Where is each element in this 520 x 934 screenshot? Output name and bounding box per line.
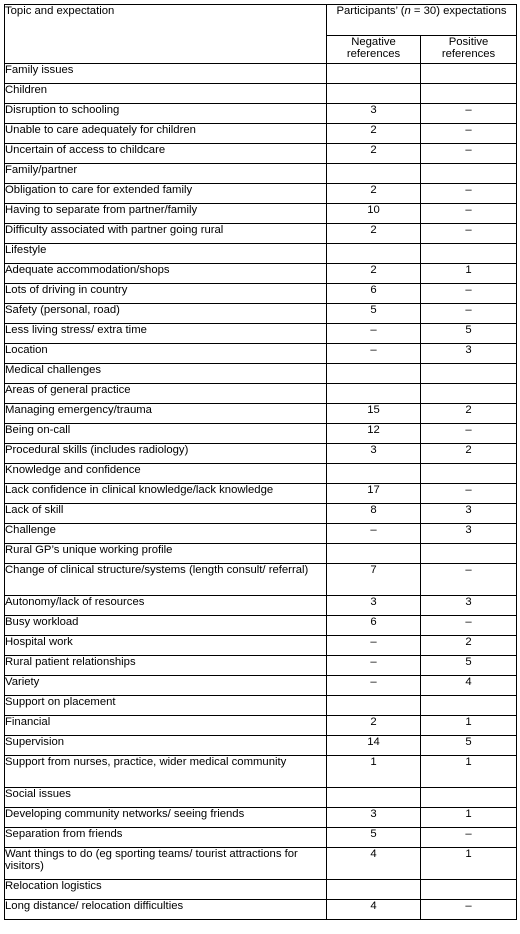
negative-count — [327, 544, 421, 564]
positive-count: 3 — [421, 596, 517, 616]
header-negative: Negative references — [327, 35, 421, 63]
topic-label: Lack of skill — [5, 504, 327, 524]
subsection-row — [5, 324, 517, 344]
negative-count: 17 — [327, 484, 421, 504]
positive-count: – — [421, 144, 517, 164]
topic-label: Lifestyle — [5, 244, 327, 264]
topic-label: Financial — [5, 716, 327, 736]
negative-count — [327, 384, 421, 404]
positive-count — [421, 384, 517, 404]
negative-count: 14 — [327, 736, 421, 756]
table-row — [5, 404, 517, 424]
topic-label: Supervision — [5, 736, 327, 756]
negative-count — [327, 464, 421, 484]
topic-label: Disruption to schooling — [5, 104, 327, 124]
subsection-row — [5, 808, 517, 828]
positive-count: 1 — [421, 756, 517, 788]
positive-count: – — [421, 900, 517, 920]
table-row — [5, 524, 517, 544]
table-row — [5, 124, 517, 144]
topic-label: Busy workload — [5, 616, 327, 636]
topic-label: Having to separate from partner/family — [5, 204, 327, 224]
topic-label: Social issues — [5, 788, 327, 808]
negative-count: – — [327, 344, 421, 364]
header-participants — [327, 5, 517, 36]
topic-label: Adequate accommodation/shops — [5, 264, 327, 284]
negative-count: 4 — [327, 900, 421, 920]
subsection-row — [5, 464, 517, 484]
positive-count: 5 — [421, 324, 517, 344]
positive-count: 2 — [421, 444, 517, 464]
table-row — [5, 184, 517, 204]
topic-label: Uncertain of access to childcare — [5, 144, 327, 164]
table-row — [5, 564, 517, 596]
subsection-row — [5, 164, 517, 184]
subsection-row — [5, 736, 517, 756]
header-group-pre: Participants’ ( — [336, 5, 405, 17]
topic-label: Support on placement — [5, 696, 327, 716]
table-row — [5, 596, 517, 616]
header-group-post: = 30) expectations — [410, 5, 507, 17]
topic-label: Separation from friends — [5, 828, 327, 848]
negative-count: 10 — [327, 204, 421, 224]
negative-count: 2 — [327, 124, 421, 144]
topic-label: Support from nurses, practice, wider medical community — [5, 756, 327, 788]
topic-label: Long distance/ relocation difficulties — [5, 900, 327, 920]
subsection-row — [5, 264, 517, 284]
negative-count: 2 — [327, 144, 421, 164]
topic-label: Lots of driving in country — [5, 284, 327, 304]
negative-count: 1 — [327, 756, 421, 788]
positive-count: – — [421, 616, 517, 636]
topic-label: Areas of general practice — [5, 384, 327, 404]
negative-count: 12 — [327, 424, 421, 444]
negative-count: 3 — [327, 808, 421, 828]
negative-count: 4 — [327, 848, 421, 880]
section-row — [5, 364, 517, 384]
positive-count: – — [421, 284, 517, 304]
positive-count: – — [421, 304, 517, 324]
positive-count: – — [421, 564, 517, 596]
negative-count: 2 — [327, 224, 421, 244]
topic-label: Difficulty associated with partner going rural — [5, 224, 327, 244]
header-positive: Positive references — [421, 35, 517, 63]
topic-label: Managing emergency/trauma — [5, 404, 327, 424]
topic-label: Want things to do (eg sporting teams/ tourist attractions for visitors) — [5, 848, 327, 880]
subsection-row — [5, 544, 517, 564]
negative-count: 3 — [327, 104, 421, 124]
negative-count: 8 — [327, 504, 421, 524]
section-row — [5, 880, 517, 900]
table-row — [5, 144, 517, 164]
topic-label: Less living stress/ extra time — [5, 324, 327, 344]
negative-count — [327, 164, 421, 184]
topic-label: Rural patient relationships — [5, 656, 327, 676]
negative-count: 2 — [327, 716, 421, 736]
positive-count — [421, 84, 517, 104]
positive-count: – — [421, 224, 517, 244]
negative-count — [327, 880, 421, 900]
positive-count — [421, 788, 517, 808]
positive-count: 2 — [421, 636, 517, 656]
expectations-table — [4, 4, 517, 920]
negative-count: 3 — [327, 596, 421, 616]
positive-count: 1 — [421, 716, 517, 736]
positive-count: 3 — [421, 344, 517, 364]
topic-label: Variety — [5, 676, 327, 696]
positive-count: – — [421, 124, 517, 144]
section-row — [5, 244, 517, 264]
subsection-row — [5, 384, 517, 404]
section-row — [5, 64, 517, 84]
positive-count — [421, 64, 517, 84]
positive-count: – — [421, 424, 517, 444]
subsection-row — [5, 716, 517, 736]
topic-label: Challenge — [5, 524, 327, 544]
negative-count: – — [327, 636, 421, 656]
positive-count: – — [421, 484, 517, 504]
subsection-row — [5, 756, 517, 788]
header-topic: Topic and expectation — [5, 5, 327, 64]
negative-count: 6 — [327, 616, 421, 636]
table-row — [5, 676, 517, 696]
section-row — [5, 696, 517, 716]
negative-count — [327, 364, 421, 384]
positive-count: 3 — [421, 524, 517, 544]
topic-label: Knowledge and confidence — [5, 464, 327, 484]
negative-count — [327, 64, 421, 84]
negative-count — [327, 84, 421, 104]
topic-label: Family issues — [5, 64, 327, 84]
positive-count — [421, 364, 517, 384]
topic-label: Children — [5, 84, 327, 104]
positive-count: 5 — [421, 656, 517, 676]
table-row — [5, 504, 517, 524]
header-group-n: n — [404, 5, 411, 17]
topic-label: Safety (personal, road) — [5, 304, 327, 324]
positive-count — [421, 880, 517, 900]
negative-count — [327, 788, 421, 808]
topic-label: Obligation to care for extended family — [5, 184, 327, 204]
positive-count — [421, 696, 517, 716]
subsection-row — [5, 84, 517, 104]
positive-count: – — [421, 184, 517, 204]
table-row — [5, 656, 517, 676]
topic-label: Developing community networks/ seeing friends — [5, 808, 327, 828]
negative-count: 7 — [327, 564, 421, 596]
table-row — [5, 224, 517, 244]
subsection-row — [5, 284, 517, 304]
positive-count — [421, 464, 517, 484]
topic-label: Procedural skills (includes radiology) — [5, 444, 327, 464]
positive-count — [421, 244, 517, 264]
topic-label: Medical challenges — [5, 364, 327, 384]
topic-label: Location — [5, 344, 327, 364]
table-row — [5, 104, 517, 124]
topic-label: Hospital work — [5, 636, 327, 656]
topic-label: Being on-call — [5, 424, 327, 444]
subsection-row — [5, 344, 517, 364]
table-row — [5, 424, 517, 444]
subsection-row — [5, 848, 517, 880]
topic-label: Unable to care adequately for children — [5, 124, 327, 144]
positive-count: 1 — [421, 848, 517, 880]
negative-count: – — [327, 676, 421, 696]
negative-count: 5 — [327, 828, 421, 848]
negative-count: 6 — [327, 284, 421, 304]
header-row — [5, 5, 517, 36]
negative-count: 5 — [327, 304, 421, 324]
positive-count: 1 — [421, 264, 517, 284]
table-body — [5, 5, 517, 920]
table-row — [5, 484, 517, 504]
table-row — [5, 204, 517, 224]
topic-label: Autonomy/lack of resources — [5, 596, 327, 616]
topic-label: Lack confidence in clinical knowledge/lack knowledge — [5, 484, 327, 504]
negative-count: – — [327, 656, 421, 676]
subsection-row — [5, 900, 517, 920]
negative-count: – — [327, 324, 421, 344]
table-row — [5, 636, 517, 656]
positive-count: 5 — [421, 736, 517, 756]
positive-count — [421, 164, 517, 184]
positive-count: – — [421, 204, 517, 224]
negative-count — [327, 696, 421, 716]
topic-label: Rural GP’s unique working profile — [5, 544, 327, 564]
positive-count: 4 — [421, 676, 517, 696]
positive-count: 3 — [421, 504, 517, 524]
negative-count: 15 — [327, 404, 421, 424]
positive-count: 2 — [421, 404, 517, 424]
negative-count — [327, 244, 421, 264]
positive-count: – — [421, 104, 517, 124]
positive-count — [421, 544, 517, 564]
topic-label: Change of clinical structure/systems (length consult/ referral) — [5, 564, 327, 596]
section-row — [5, 788, 517, 808]
topic-label: Family/partner — [5, 164, 327, 184]
subsection-row — [5, 304, 517, 324]
positive-count: 1 — [421, 808, 517, 828]
negative-count: 3 — [327, 444, 421, 464]
topic-label: Relocation logistics — [5, 880, 327, 900]
subsection-row — [5, 828, 517, 848]
negative-count: – — [327, 524, 421, 544]
positive-count: – — [421, 828, 517, 848]
table-row — [5, 444, 517, 464]
negative-count: 2 — [327, 264, 421, 284]
negative-count: 2 — [327, 184, 421, 204]
table-row — [5, 616, 517, 636]
